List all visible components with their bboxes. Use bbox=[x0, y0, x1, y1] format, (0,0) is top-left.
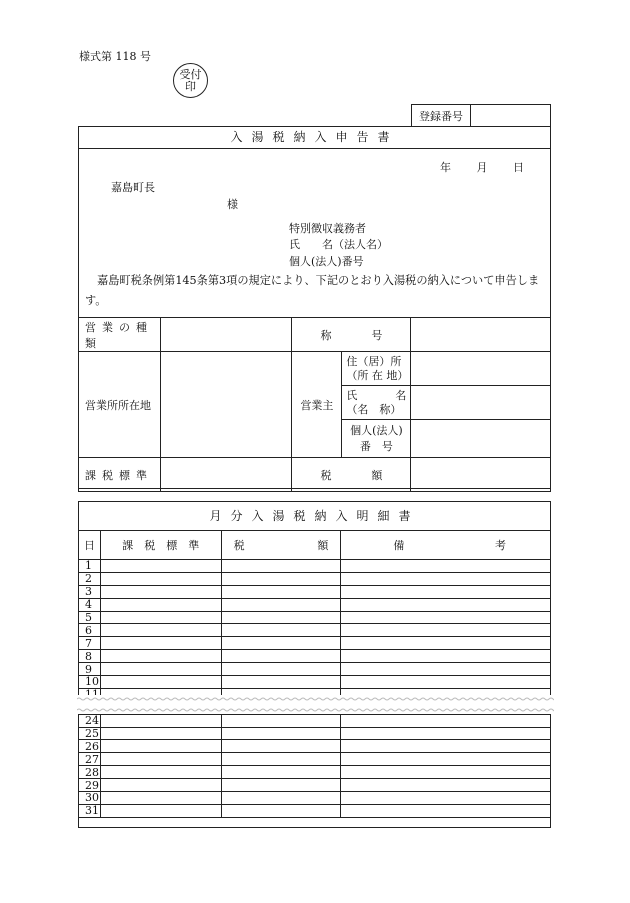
declaration-form bbox=[78, 126, 551, 489]
tax-basis-field[interactable] bbox=[160, 458, 292, 492]
declaration-table bbox=[78, 317, 551, 492]
name-label-char1: 氏 bbox=[346, 388, 358, 402]
day-number: 26 bbox=[79, 740, 101, 753]
tax-cell[interactable] bbox=[221, 714, 341, 727]
day-number: 4 bbox=[79, 598, 101, 611]
col-notes-char1: 備 bbox=[393, 538, 405, 552]
detail-row bbox=[79, 792, 551, 805]
day-number: 2 bbox=[79, 572, 101, 585]
day-number: 29 bbox=[79, 779, 101, 792]
basis-cell[interactable] bbox=[100, 727, 221, 740]
notes-cell[interactable] bbox=[341, 560, 551, 573]
address-label-line2: （所 在 地） bbox=[346, 368, 409, 382]
col-basis-header: 課 税 標 準 bbox=[100, 531, 221, 560]
operator-name-label bbox=[342, 386, 411, 420]
col-notes-header bbox=[341, 531, 551, 560]
details-title: 月分入湯税納入明細書 bbox=[79, 502, 550, 531]
notes-cell[interactable] bbox=[341, 779, 551, 792]
day-number: 25 bbox=[79, 727, 101, 740]
operator-label: 営業主 bbox=[292, 352, 342, 458]
detail-row bbox=[79, 572, 551, 585]
notes-cell[interactable] bbox=[341, 572, 551, 585]
tax-cell[interactable] bbox=[221, 637, 341, 650]
monthly-details-form bbox=[78, 501, 551, 828]
business-location-field[interactable] bbox=[160, 352, 292, 458]
operator-id-field[interactable] bbox=[411, 420, 551, 458]
notes-cell[interactable] bbox=[341, 611, 551, 624]
basis-cell[interactable] bbox=[100, 753, 221, 766]
trade-name-char2: 号 bbox=[371, 328, 383, 342]
operator-name-field[interactable] bbox=[411, 386, 551, 420]
detail-row bbox=[79, 727, 551, 740]
tax-cell[interactable] bbox=[221, 766, 341, 779]
basis-cell[interactable] bbox=[100, 585, 221, 598]
notes-cell[interactable] bbox=[341, 637, 551, 650]
basis-cell[interactable] bbox=[100, 624, 221, 637]
notes-cell[interactable] bbox=[341, 676, 551, 689]
detail-row bbox=[79, 740, 551, 753]
reception-stamp bbox=[173, 63, 208, 98]
operator-id-label bbox=[342, 420, 411, 458]
notes-cell[interactable] bbox=[341, 766, 551, 779]
business-type-label: 営業の種類 bbox=[79, 318, 161, 352]
omission-break bbox=[77, 695, 554, 714]
day-number: 28 bbox=[79, 766, 101, 779]
col-tax-char2: 額 bbox=[317, 538, 329, 552]
detail-row bbox=[79, 598, 551, 611]
col-notes-char2: 考 bbox=[495, 538, 506, 552]
detail-row bbox=[79, 663, 551, 676]
notes-cell[interactable] bbox=[341, 624, 551, 637]
address-label-line1: 住（居）所 bbox=[346, 354, 402, 368]
tax-amount-field[interactable] bbox=[411, 458, 551, 492]
col-tax-header bbox=[221, 531, 341, 560]
name-label-char2: 名 bbox=[395, 388, 407, 402]
tax-amount-char2: 額 bbox=[371, 468, 383, 482]
basis-cell[interactable] bbox=[100, 714, 221, 727]
basis-cell[interactable] bbox=[100, 804, 221, 817]
basis-cell[interactable] bbox=[100, 792, 221, 805]
col-tax-char1: 税 bbox=[233, 538, 245, 552]
detail-row bbox=[79, 624, 551, 637]
tax-cell[interactable] bbox=[221, 663, 341, 676]
business-type-field[interactable] bbox=[160, 318, 292, 352]
day-number: 10 bbox=[79, 676, 101, 689]
trade-name-field[interactable] bbox=[411, 318, 551, 352]
tax-basis-label: 課税標準 bbox=[79, 458, 161, 492]
detail-row bbox=[79, 676, 551, 689]
detail-row bbox=[79, 637, 551, 650]
operator-address-field[interactable] bbox=[411, 352, 551, 386]
tax-cell[interactable] bbox=[221, 585, 341, 598]
basis-cell[interactable] bbox=[100, 676, 221, 689]
basis-cell[interactable] bbox=[100, 650, 221, 663]
id-label-line1: 個人(法人) bbox=[350, 423, 403, 437]
tax-amount-char1: 税 bbox=[320, 468, 332, 482]
detail-row bbox=[79, 611, 551, 624]
tax-cell[interactable] bbox=[221, 779, 341, 792]
basis-cell[interactable] bbox=[100, 766, 221, 779]
registration-field[interactable] bbox=[471, 105, 550, 126]
detail-row bbox=[79, 804, 551, 817]
notes-cell[interactable] bbox=[341, 598, 551, 611]
tax-cell[interactable] bbox=[221, 804, 341, 817]
detail-row bbox=[79, 560, 551, 573]
date-line: 年 月 日 bbox=[440, 161, 524, 174]
notes-cell[interactable] bbox=[341, 804, 551, 817]
registration-number-box bbox=[411, 104, 551, 126]
form-number: 様式第 118 号 bbox=[79, 50, 151, 63]
detail-row bbox=[79, 766, 551, 779]
day-number: 8 bbox=[79, 650, 101, 663]
obligor-name-label: 氏 名（法人名） bbox=[289, 238, 388, 251]
basis-cell[interactable] bbox=[100, 611, 221, 624]
business-location-label: 営業所所在地 bbox=[79, 352, 161, 458]
declaration-title: 入湯税納入申告書 bbox=[79, 127, 550, 149]
day-number: 7 bbox=[79, 637, 101, 650]
notes-cell[interactable] bbox=[341, 714, 551, 727]
basis-cell[interactable] bbox=[100, 598, 221, 611]
day-number: 24 bbox=[79, 714, 101, 727]
day-number: 5 bbox=[79, 611, 101, 624]
obligor-label: 特別徴収義務者 bbox=[289, 222, 366, 235]
day-number: 9 bbox=[79, 663, 101, 676]
details-table bbox=[78, 530, 551, 818]
wavy-break-line-icon bbox=[77, 695, 554, 714]
detail-row bbox=[79, 650, 551, 663]
tax-cell[interactable] bbox=[221, 792, 341, 805]
detail-row bbox=[79, 779, 551, 792]
day-number: 3 bbox=[79, 585, 101, 598]
addressee-honorific: 様 bbox=[227, 198, 238, 211]
notes-cell[interactable] bbox=[341, 650, 551, 663]
tax-cell[interactable] bbox=[221, 624, 341, 637]
addressee: 嘉島町長 bbox=[111, 181, 155, 194]
detail-row bbox=[79, 714, 551, 727]
basis-cell[interactable] bbox=[100, 663, 221, 676]
basis-cell[interactable] bbox=[100, 779, 221, 792]
tax-cell[interactable] bbox=[221, 572, 341, 585]
day-number: 6 bbox=[79, 624, 101, 637]
basis-cell[interactable] bbox=[100, 572, 221, 585]
detail-row bbox=[79, 753, 551, 766]
tax-cell[interactable] bbox=[221, 676, 341, 689]
operator-address-label bbox=[342, 352, 411, 386]
tax-cell[interactable] bbox=[221, 650, 341, 663]
notes-cell[interactable] bbox=[341, 753, 551, 766]
stamp-line1: 受付 bbox=[179, 67, 202, 81]
tax-cell[interactable] bbox=[221, 611, 341, 624]
detail-row bbox=[79, 585, 551, 598]
tax-cell[interactable] bbox=[221, 560, 341, 573]
tax-cell[interactable] bbox=[221, 727, 341, 740]
col-day-header: 日 bbox=[79, 531, 101, 560]
notes-cell[interactable] bbox=[341, 663, 551, 676]
trade-name-label bbox=[292, 318, 411, 352]
tax-cell[interactable] bbox=[221, 598, 341, 611]
basis-cell[interactable] bbox=[100, 740, 221, 753]
notes-cell[interactable] bbox=[341, 727, 551, 740]
trade-name-char1: 称 bbox=[320, 328, 332, 342]
notes-cell[interactable] bbox=[341, 740, 551, 753]
tax-cell[interactable] bbox=[221, 740, 341, 753]
name-label-line2: （名 称） bbox=[346, 402, 402, 416]
stamp-line2: 印 bbox=[185, 79, 196, 93]
id-label-line2: 番 号 bbox=[359, 439, 393, 453]
obligor-id-label: 個人(法人)番号 bbox=[289, 255, 364, 268]
registration-label: 登録番号 bbox=[412, 105, 471, 126]
day-number: 30 bbox=[79, 792, 101, 805]
basis-cell[interactable] bbox=[100, 560, 221, 573]
declaration-statement: 嘉島町税条例第145条第3項の規定により、下記のとおり入湯税の納入について申告します。 bbox=[85, 274, 540, 307]
basis-cell[interactable] bbox=[100, 637, 221, 650]
notes-cell[interactable] bbox=[341, 792, 551, 805]
tax-amount-label bbox=[292, 458, 411, 492]
notes-cell[interactable] bbox=[341, 585, 551, 598]
day-number: 31 bbox=[79, 804, 101, 817]
day-number: 27 bbox=[79, 753, 101, 766]
day-number: 1 bbox=[79, 560, 101, 573]
tax-cell[interactable] bbox=[221, 753, 341, 766]
